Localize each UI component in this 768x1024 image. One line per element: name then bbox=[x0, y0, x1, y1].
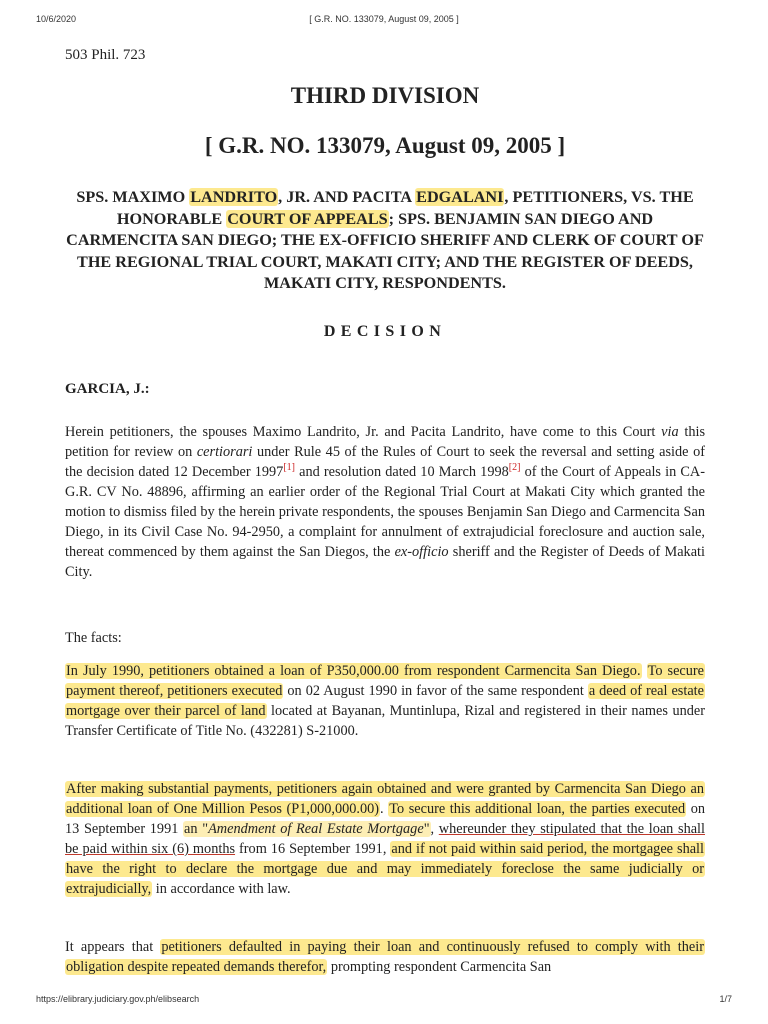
highlight-loan[interactable]: In July 1990, petitioners obtained a loan of P350,000.00 from respondent Carmencita San Diego. bbox=[66, 663, 641, 679]
footnote-link-2[interactable]: [2] bbox=[508, 462, 521, 474]
parties-text: SPS. MAXIMO bbox=[76, 188, 190, 206]
text-run: this petition for review on bbox=[65, 424, 706, 460]
paragraph-additional-loan bbox=[65, 779, 705, 899]
highlight-court-of-appeals[interactable]: COURT OF APPEALS bbox=[227, 209, 388, 228]
citation: 503 Phil. 723 bbox=[65, 47, 146, 63]
text-run: in accordance with law. bbox=[152, 881, 291, 897]
text-run: an " bbox=[184, 821, 209, 837]
parties-text: , PETITIONERS, VS. THE HONORABLE bbox=[116, 188, 694, 228]
division-heading: THIRD DIVISION bbox=[290, 83, 480, 108]
text-run: and resolution dated 10 March 1998 bbox=[295, 464, 509, 480]
parties-text: , JR. AND PACITA bbox=[278, 188, 416, 206]
footnote-link-1[interactable]: [1] bbox=[283, 462, 296, 474]
paragraph-default bbox=[65, 937, 705, 979]
text-run: from 16 September 1991, bbox=[235, 841, 391, 857]
highlight-foreclose[interactable]: and if not paid within said period, the mortgagee shall have the right to declare the mortgage due and may immediately foreclose the same judicially or extrajudicially, bbox=[66, 841, 705, 897]
text-run bbox=[642, 663, 647, 679]
text-run: . bbox=[380, 801, 389, 817]
italic-run: via bbox=[661, 424, 679, 440]
text-run: under Rule 45 of the Rules of Court to seek the reversal and setting aside of the decision dated 12 December 1997 bbox=[65, 444, 705, 480]
print-title: [ G.R. NO. 133079, August 09, 2005 ] bbox=[309, 14, 459, 24]
highlight-secure-additional[interactable]: To secure this additional loan, the parties executed bbox=[389, 801, 686, 817]
highlight-mortgage[interactable]: a deed of real estate mortgage over their parcel of land bbox=[66, 683, 704, 719]
highlight-secure[interactable]: To secure payment thereof, petitioners executed bbox=[66, 663, 705, 699]
highlight-amendment[interactable] bbox=[183, 821, 430, 837]
highlight-defaulted[interactable]: petitioners defaulted in paying their loan and continuously refused to comply with their obligation despite repeated demands therefor, bbox=[66, 939, 704, 975]
footer-url: https://elibrary.judiciary.gov.ph/elibsearch bbox=[36, 994, 200, 1004]
highlight-edgalani[interactable]: EDGALANI bbox=[416, 188, 504, 206]
paragraph-intro bbox=[65, 422, 705, 582]
italic-run: Amendment of Real Estate Mortgage bbox=[208, 821, 424, 837]
text-run: on 13 September 1991 bbox=[65, 801, 706, 837]
text-run: " bbox=[423, 821, 430, 837]
italic-run: ex-officio bbox=[394, 544, 449, 560]
text-run: sheriff and the Register of Deeds of Makati City. bbox=[65, 544, 705, 580]
text-run: located at Bayanan, Muntinlupa, Rizal and registered in their names under Transfer Certificate of Title No. (432281) S-21000. bbox=[65, 703, 705, 739]
print-footer bbox=[0, 994, 768, 1010]
page-number: 1/7 bbox=[719, 994, 732, 1004]
parties-text: ; SPS. BENJAMIN SAN DIEGO AND CARMENCITA SAN DIEGO; THE EX-OFFICIO SHERIFF AND CLERK OF COURT OF THE REGIONAL TRIAL COURT, MAKATI CITY; AND THE REGISTER OF DEEDS, MAKATI CITY, RESPONDENTS. bbox=[66, 209, 704, 293]
highlight-landrito[interactable]: LANDRITO bbox=[190, 188, 278, 206]
text-run: on 02 August 1990 in favor of the same respondent bbox=[283, 683, 588, 699]
underline-stipulation[interactable]: whereunder they stipulated that the loan shall be paid within six (6) months bbox=[65, 821, 706, 857]
print-date: 10/6/2020 bbox=[36, 14, 77, 24]
highlight-additional-loan[interactable]: After making substantial payments, petitioners again obtained and were granted by Carmencita San Diego an additional loan of One Million Pesos (P1,000,000.00) bbox=[66, 781, 704, 817]
text-run: of the Court of Appeals in CA-G.R. CV No. 48896, affirming an earlier order of the Regional Trial Court at Makati City which granted the motion to dismiss filed by the herein private respondents, the spouses Benjamin San Diego and Carmencita San Diego, in its Civil Case No. 94-2950, a complaint for annulment of extrajudicial foreclosure and auction sale, thereat commenced by them against the San Diegos, the bbox=[65, 464, 705, 560]
text-run: prompting respondent Carmencita San bbox=[327, 959, 552, 975]
case-parties bbox=[65, 187, 705, 295]
decision-heading: DECISION bbox=[323, 323, 447, 340]
ponente: GARCIA, J.: bbox=[65, 381, 150, 397]
paragraph-facts-label: The facts: bbox=[65, 630, 122, 646]
paragraph-first-loan bbox=[65, 661, 705, 741]
text-run: Herein petitioners, the spouses Maximo Landrito, Jr. and Pacita Landrito, have come to this Court bbox=[65, 424, 662, 440]
text-run: , bbox=[430, 821, 439, 837]
print-header bbox=[0, 14, 768, 30]
italic-run: certiorari bbox=[196, 444, 253, 460]
text-run: It appears that bbox=[65, 939, 161, 955]
case-number: [ G.R. NO. 133079, August 09, 2005 ] bbox=[204, 133, 566, 158]
